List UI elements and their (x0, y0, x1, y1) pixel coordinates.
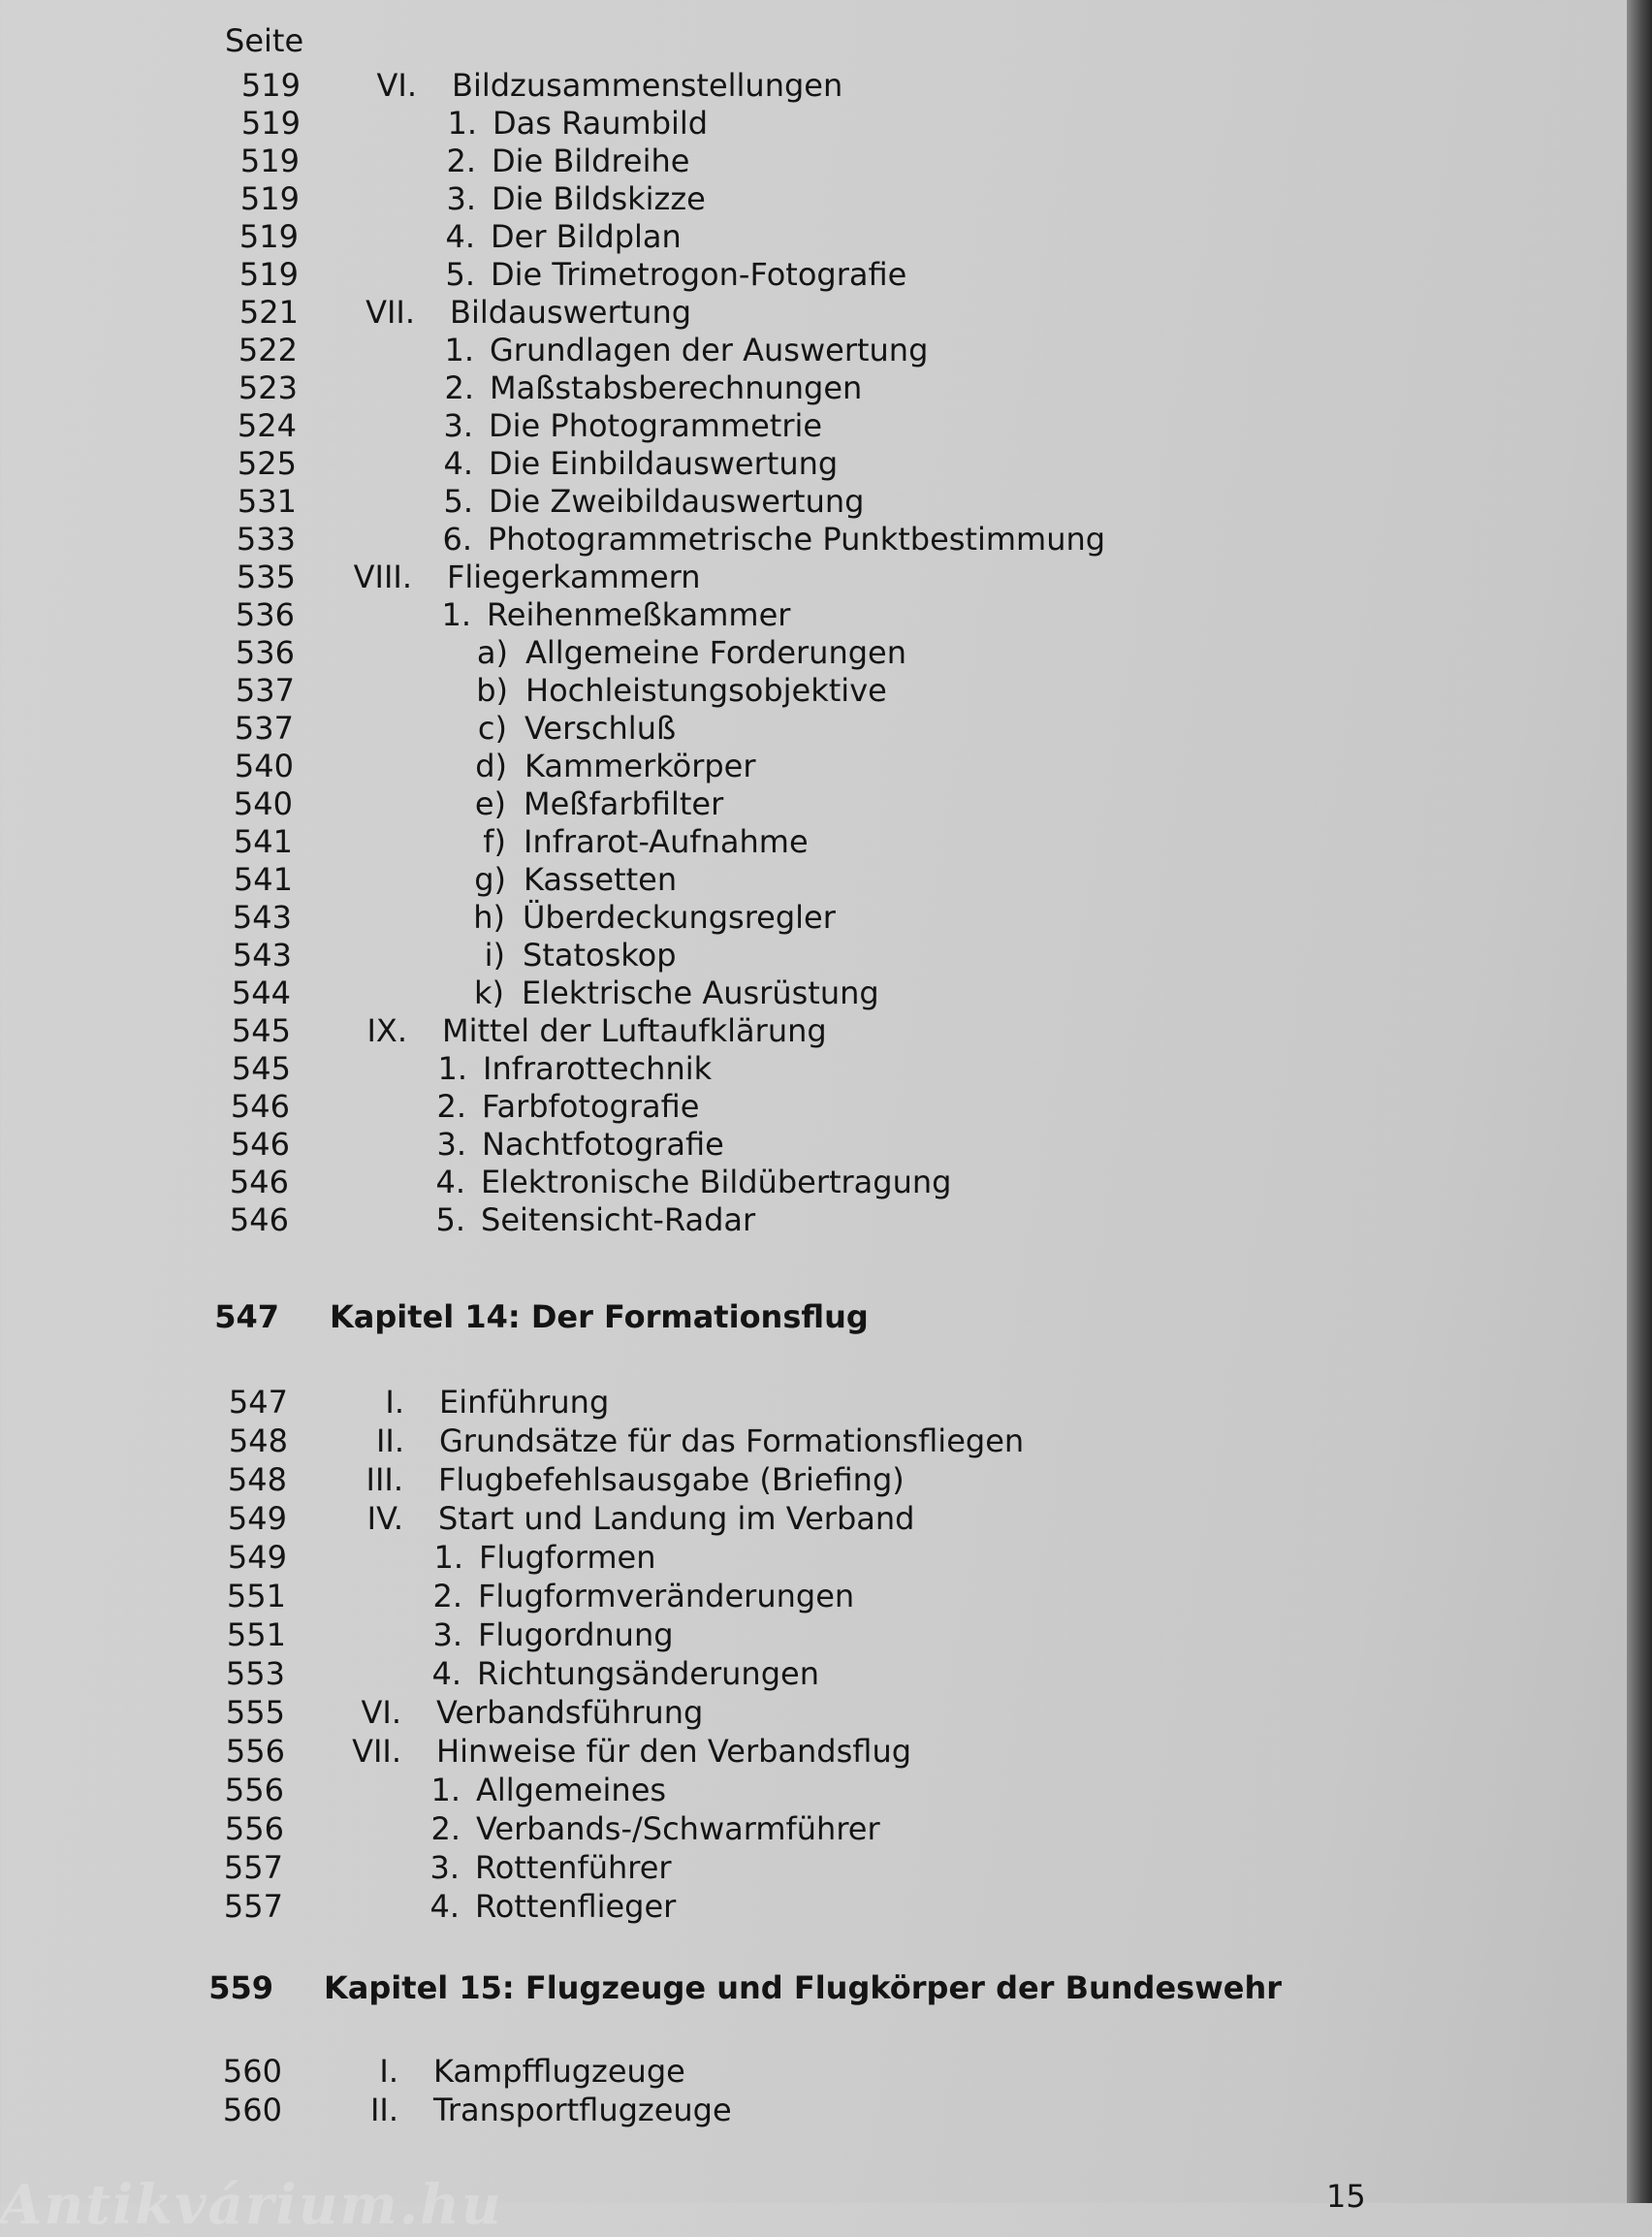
toc-entry (0, 520, 1357, 559)
toc-entry (0, 293, 1357, 332)
entry-marker: 3. (443, 407, 473, 444)
entry-page-number: 551 (226, 1616, 286, 1653)
entry-page-number: 540 (233, 785, 293, 822)
entry-title: Einführung (439, 1384, 610, 1421)
entry-page-number: 543 (232, 937, 292, 974)
toc-entry (0, 1693, 1357, 1732)
toc-entry (0, 1615, 1357, 1654)
entry-marker: h) (473, 899, 505, 936)
entry-page-number: 553 (225, 1655, 285, 1692)
toc-entry (0, 179, 1357, 218)
entry-page-number: 545 (231, 1012, 291, 1049)
entry-marker: III. (365, 1461, 403, 1498)
watermark: Antikvárium.hu (0, 2173, 503, 2237)
entry-page-number: 547 (214, 1298, 279, 1335)
entry-title: Transportflugzeuge (433, 2092, 732, 2128)
entry-marker: 1. (433, 1539, 463, 1576)
toc-entry (0, 709, 1357, 748)
entry-marker: II. (369, 2092, 398, 2128)
toc-entry (0, 1460, 1357, 1499)
entry-page-number: 557 (223, 1888, 283, 1925)
entry-marker: VII. (365, 294, 415, 331)
toc-entry (0, 633, 1357, 672)
entry-page-number: 524 (237, 407, 297, 444)
toc-entry (0, 1011, 1357, 1050)
entry-title: Allgemeine Forderungen (525, 634, 906, 671)
entry-title: Start und Landung im Verband (438, 1500, 915, 1537)
entry-title: Der Bildplan (491, 218, 682, 255)
entry-title: Infrarottechnik (483, 1050, 713, 1087)
toc-entry (0, 2052, 1357, 2091)
toc-entry (0, 747, 1357, 785)
entry-title: Flugordnung (478, 1616, 674, 1653)
entry-marker: VII. (352, 1733, 401, 1770)
toc-entry (0, 860, 1357, 899)
seite-header: Seite (225, 22, 304, 59)
entry-page-number: 541 (233, 823, 293, 860)
toc-entry (0, 898, 1357, 937)
entry-title: Rottenführer (475, 1849, 672, 1886)
toc-entry (0, 1087, 1357, 1126)
entry-marker: 5. (435, 1201, 465, 1238)
entry-page-number: 519 (239, 180, 300, 217)
entry-page-number: 544 (231, 975, 291, 1011)
entry-marker: 3. (446, 180, 476, 217)
entry-marker: i) (484, 937, 505, 974)
entry-page-number: 548 (228, 1422, 288, 1459)
entry-marker: VIII. (353, 559, 412, 595)
entry-page-number: 555 (225, 1694, 285, 1731)
toc-entry (0, 104, 1357, 143)
page-number: 15 (1326, 2178, 1366, 2215)
entry-page-number: 556 (224, 1810, 284, 1847)
toc-entry (0, 1809, 1357, 1848)
entry-page-number: 556 (225, 1733, 285, 1770)
entry-title: Flugbefehlsausgabe (Briefing) (438, 1461, 905, 1498)
entry-marker: 4. (443, 445, 473, 482)
toc-entry (0, 331, 1357, 369)
toc-entry (0, 1383, 1357, 1422)
entry-title: Fliegerkammern (447, 559, 701, 595)
entry-marker: a) (476, 634, 508, 671)
entry-page-number: 535 (236, 559, 296, 595)
entry-title: Grundsätze für das Formationsfliegen (439, 1422, 1025, 1459)
entry-title: Elektrische Ausrüstung (522, 975, 879, 1011)
entry-marker: k) (473, 975, 504, 1011)
entry-page-number: 519 (238, 218, 299, 255)
entry-marker: 3. (432, 1616, 462, 1653)
toc-entry (0, 1163, 1357, 1201)
entry-page-number: 546 (229, 1164, 289, 1200)
entry-page-number: 521 (238, 294, 299, 331)
toc-entry (0, 671, 1357, 710)
toc-entry (0, 558, 1357, 596)
toc-entry (0, 1732, 1357, 1771)
toc-entry (0, 482, 1357, 521)
entry-marker: 1. (441, 596, 471, 633)
toc-entry (0, 1200, 1357, 1239)
entry-title: Kapitel 14: Der Formationsflug (330, 1298, 869, 1335)
entry-marker: 1. (447, 105, 477, 142)
entry-title: Kampfflugzeuge (433, 2053, 685, 2090)
entry-marker: f) (483, 823, 506, 860)
entry-page-number: 519 (238, 256, 299, 293)
chapter-heading (0, 1968, 1357, 2007)
entry-page-number: 531 (237, 483, 297, 520)
entry-marker: 1. (444, 332, 474, 368)
entry-title: Rottenflieger (475, 1888, 677, 1925)
entry-title: Verbands-/Schwarmführer (476, 1810, 880, 1847)
entry-marker: VI. (376, 67, 417, 104)
entry-title: Bildzusammenstellungen (452, 67, 843, 104)
entry-page-number: 548 (227, 1461, 287, 1498)
entry-title: Elektronische Bildübertragung (481, 1164, 952, 1200)
entry-title: Seitensicht-Radar (481, 1201, 756, 1238)
entry-page-number: 522 (238, 332, 298, 368)
chapter-heading (0, 1297, 1357, 1336)
entry-title: Maßstabsberechnungen (490, 369, 863, 406)
entry-title: Meßfarbfilter (524, 785, 724, 822)
page-edge (1627, 0, 1652, 2203)
entry-page-number: 549 (227, 1539, 287, 1576)
entry-marker: c) (477, 710, 507, 747)
entry-marker: g) (474, 861, 506, 898)
entry-marker: 5. (443, 483, 473, 520)
toc-entry (0, 1422, 1357, 1460)
entry-marker: 4. (435, 1164, 465, 1200)
entry-title: Reihenmeßkammer (487, 596, 791, 633)
entry-title: Die Bildskizze (492, 180, 706, 217)
entry-title: Die Zweibildauswertung (489, 483, 865, 520)
entry-title: Kammerkörper (524, 748, 756, 784)
entry-title: Die Bildreihe (492, 143, 690, 179)
toc-entry (0, 784, 1357, 823)
entry-page-number: 551 (226, 1578, 286, 1614)
entry-marker: 2. (432, 1578, 462, 1614)
entry-page-number: 546 (230, 1088, 290, 1125)
entry-marker: 4. (431, 1655, 461, 1692)
entry-page-number: 560 (222, 2053, 282, 2090)
entry-title: Das Raumbild (492, 105, 709, 142)
entry-marker: 2. (446, 143, 476, 179)
toc-entry (0, 974, 1357, 1012)
entry-page-number: 523 (238, 369, 298, 406)
entry-page-number: 559 (208, 1969, 273, 2006)
toc-entry (0, 1125, 1357, 1164)
entry-title: Kassetten (524, 861, 678, 898)
entry-title: Flugformveränderungen (478, 1578, 855, 1614)
entry-marker: 2. (430, 1810, 461, 1847)
toc-entry (0, 255, 1357, 294)
entry-title: Infrarot-Aufnahme (524, 823, 809, 860)
toc-entry (0, 217, 1357, 256)
entry-title: Hochleistungsobjektive (525, 672, 887, 709)
entry-marker: 4. (445, 218, 475, 255)
entry-title: Allgemeines (476, 1772, 667, 1808)
toc-entry (0, 822, 1357, 861)
entry-page-number: 541 (233, 861, 293, 898)
entry-page-number: 519 (239, 143, 300, 179)
toc-entry (0, 2091, 1357, 2129)
entry-title: Farbfotografie (482, 1088, 700, 1125)
toc-entry (0, 1848, 1357, 1887)
entry-page-number: 519 (240, 105, 301, 142)
entry-page-number: 543 (232, 899, 292, 936)
entry-page-number: 525 (237, 445, 297, 482)
entry-marker: d) (475, 748, 507, 784)
entry-page-number: 549 (227, 1500, 287, 1537)
entry-title: Mittel der Luftaufklärung (442, 1012, 827, 1049)
entry-page-number: 545 (231, 1050, 291, 1087)
entry-title: Verbandsführung (436, 1694, 704, 1731)
entry-marker: 3. (429, 1849, 460, 1886)
toc-entry (0, 66, 1357, 105)
entry-page-number: 546 (230, 1126, 290, 1163)
toc-entry (0, 142, 1357, 180)
entry-title: Die Trimetrogon-Fotografie (491, 256, 907, 293)
toc-entry (0, 1771, 1357, 1809)
toc-entry (0, 368, 1357, 407)
entry-marker: IV. (366, 1500, 403, 1537)
entry-marker: 5. (445, 256, 475, 293)
toc-entry (0, 1577, 1357, 1615)
entry-marker: VI. (361, 1694, 401, 1731)
entry-page-number: 540 (234, 748, 294, 784)
entry-page-number: 536 (235, 596, 295, 633)
toc-entry (0, 444, 1357, 483)
entry-page-number: 557 (223, 1849, 283, 1886)
entry-marker: IX. (366, 1012, 407, 1049)
entry-page-number: 560 (222, 2092, 282, 2128)
toc-entry (0, 1654, 1357, 1693)
entry-page-number: 533 (236, 521, 296, 558)
toc-entry (0, 1538, 1357, 1577)
entry-marker: 3. (436, 1126, 466, 1163)
entry-marker: 2. (436, 1088, 466, 1125)
entry-marker: I. (379, 2053, 398, 2090)
entry-title: Grundlagen der Auswertung (490, 332, 929, 368)
entry-title: Richtungsänderungen (477, 1655, 819, 1692)
entry-title: Photogrammetrische Punktbestimmung (488, 521, 1106, 558)
toc-entry (0, 1499, 1357, 1538)
entry-marker: 4. (429, 1888, 460, 1925)
toc-entry (0, 1049, 1357, 1088)
entry-marker: 1. (430, 1772, 461, 1808)
entry-page-number: 536 (235, 634, 295, 671)
entry-marker: e) (474, 785, 506, 822)
entry-page-number: 537 (235, 672, 295, 709)
entry-page-number: 519 (240, 67, 301, 104)
entry-marker: 2. (444, 369, 474, 406)
entry-title: Statoskop (523, 937, 677, 974)
toc-entry (0, 1887, 1357, 1926)
entry-title: Die Photogrammetrie (489, 407, 823, 444)
toc-entry (0, 406, 1357, 445)
entry-title: Überdeckungsregler (523, 899, 836, 936)
toc-entry (0, 936, 1357, 975)
entry-marker: 1. (437, 1050, 467, 1087)
entry-page-number: 546 (229, 1201, 289, 1238)
entry-title: Verschluß (524, 710, 677, 747)
entry-page-number: 537 (234, 710, 294, 747)
entry-marker: 6. (442, 521, 472, 558)
entry-marker: II. (375, 1422, 404, 1459)
toc-entry (0, 595, 1357, 634)
entry-marker: b) (476, 672, 508, 709)
entry-page-number: 547 (228, 1384, 288, 1421)
entry-marker: I. (385, 1384, 404, 1421)
entry-title: Hinweise für den Verbandsflug (436, 1733, 912, 1770)
entry-title: Flugformen (479, 1539, 656, 1576)
entry-title: Nachtfotografie (482, 1126, 724, 1163)
entry-title: Die Einbildauswertung (489, 445, 839, 482)
entry-page-number: 556 (224, 1772, 284, 1808)
entry-title: Kapitel 15: Flugzeuge und Flugkörper der Bundeswehr (324, 1969, 1283, 2006)
entry-title: Bildauswertung (450, 294, 692, 331)
